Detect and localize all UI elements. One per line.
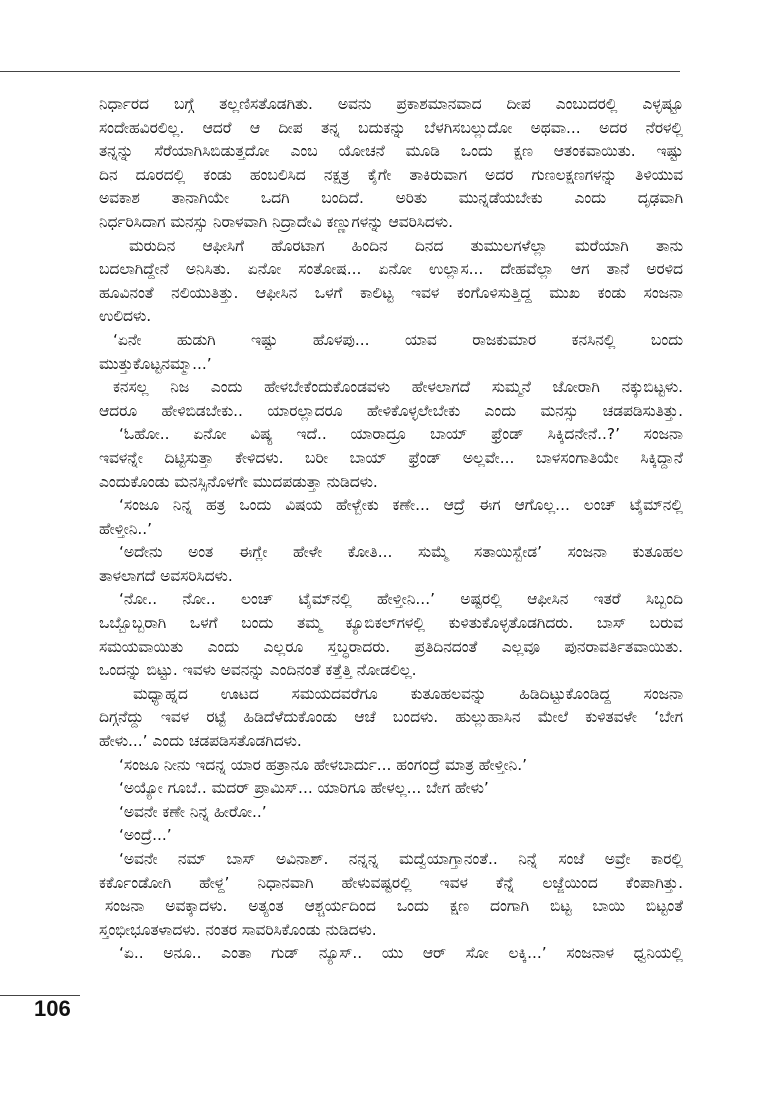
text-line: ಇವಳನ್ನೇ ದಿಟ್ಟಿಸುತ್ತಾ ಕೇಳಿದಳು. ಬರೀ ಬಾಯ್ ಫ್ರೆಂಡ್ ಅಲ್ಲವೇ... ಬಾಳಸಂಗಾತಿಯೇ ಸಿಕ್ಕಿದ್ದಾನೆ [99, 448, 683, 467]
text-line: ‘ಏನೇ ಹುಡುಗಿ ಇಷ್ಟು ಹೊಳಪು... ಯಾವ ರಾಜಕುಮಾರ ಕನಸಿನಲ್ಲಿ ಬಂದು [113, 330, 683, 349]
body-text [99, 93, 683, 966]
text-line: ‘ನೋ.. ನೋ.. ಲಂಚ್ ಟೈಮ್‌ನಲ್ಲಿ ಹೇಳ್ತೀನಿ...’ ಅಷ್ಟರಲ್ಲಿ ಆಫೀಸಿನ ಇತರೆ ಸಿಬ್ಬಂದಿ [119, 590, 683, 609]
text-line: ‘ಸಂಜೂ ನಿನ್ನ ಹತ್ರ ಒಂದು ವಿಷಯ ಹೇಳ್ಬೇಕು ಕಣೇ... ಆದ್ರೆ ಈಗ ಆಗೊಲ್ಲ... ಲಂಚ್ ಟೈಮ್‌ನಲ್ಲಿ [119, 496, 683, 515]
text-line: ತಾಳಲಾಗದೆ ಅವಸರಿಸಿದಳು. [99, 566, 233, 585]
text-line: ನಿರ್ಧರಿಸಿದಾಗ ಮನಸ್ಸು ನಿರಾಳವಾಗಿ ನಿದ್ರಾದೇವಿ ಕಣ್ಣುಗಳನ್ನು ಆವರಿಸಿದಳು. [99, 212, 453, 231]
text-line: ‘ಓಹೋ.. ಏನೋ ವಿಷ್ಯ ಇದೆ.. ಯಾರಾದ್ರೂ ಬಾಯ್ ಫ್ರೆಂಡ್ ಸಿಕ್ಕಿದನೇನೆ..?’ ಸಂಜನಾ [119, 425, 683, 444]
text-line: ಹೂವಿನಂತೆ ನಲಿಯುತಿತ್ತು. ಆಫೀಸಿನ ಒಳಗೆ ಕಾಲಿಟ್ಟ ಇವಳ ಕಂಗೊಳಿಸುತ್ತಿದ್ದ ಮುಖ ಕಂಡು ಸಂಜನಾ [99, 283, 683, 302]
text-line: ಮುತ್ತುಕೊಟ್ಟನಮ್ಮಾ...’ [99, 354, 212, 373]
text-line: ತನ್ನನ್ನು ಸೆರೆಯಾಗಿಸಿಬಿಡುತ್ತದೋ ಎಂಬ ಯೋಚನೆ ಮೂಡಿ ಒಂದು ಕ್ಷಣ ಆತಂಕವಾಯಿತು. ಇಷ್ಟು [99, 142, 683, 161]
text-line: ಬದಲಾಗಿದ್ದೇನೆ ಅನಿಸಿತು. ಏನೋ ಸಂತೋಷ... ಏನೋ ಉಲ್ಲಾಸ... ದೇಹವೆಲ್ಲಾ ಆಗ ತಾನೆ ಅರಳಿದ [99, 260, 683, 279]
text-line: ದಿನ ದೂರದಲ್ಲಿ ಕಂಡು ಹಂಬಲಿಸಿದ ನಕ್ಷತ್ರ ಕೈಗೇ ತಾಕಿರುವಾಗ ಅದರ ಗುಣಲಕ್ಷಣಗಳನ್ನು ತಿಳಿಯುವ [99, 165, 683, 184]
text-line: ‘ಅವನೇ ನಮ್ ಬಾಸ್ ಅವಿನಾಶ್. ನನ್ನನ್ನ ಮದ್ವೆಯಾಗ್ತಾನಂತೆ.. ನಿನ್ನೆ ಸಂಜೆ ಅವ್ರೇ ಕಾರಲ್ಲಿ [119, 850, 683, 868]
text-line: ಸಂದೇಹವಿರಲಿಲ್ಲ. ಆದರೆ ಆ ದೀಪ ತನ್ನ ಬದುಕನ್ನು ಬೆಳಗಿಸಬಲ್ಲುದೋ ಅಥವಾ... ಅದರ ನೆರಳಲ್ಲಿ [99, 118, 683, 137]
text-line: ಕರ್ಕೊಂಡೋಗಿ ಹೇಳ್ದ’ ನಿಧಾನವಾಗಿ ಹೇಳುವಷ್ಟರಲ್ಲಿ ಇವಳ ಕೆನ್ನೆ ಲಜ್ಜೆಯಿಂದ ಕೆಂಪಾಗಿತ್ತು. [99, 873, 683, 892]
text-line: ‘ಅಂದ್ರೆ...’ [119, 826, 172, 845]
text-line: ‘ಅವನೇ ಕಣೇ ನಿನ್ನ ಹೀರೋ..’ [119, 802, 267, 821]
text-line: ‘ಅಯ್ಯೋ ಗೂಬೆ.. ಮದರ್ ಪ್ರಾಮಿಸ್... ಯಾರಿಗೂ ಹೇಳಲ್ಲ... ಬೇಗ ಹೇಳು’ [119, 779, 489, 798]
text-line: ಆದರೂ ಹೇಳಿಬಿಡಬೇಕು.. ಯಾರಲ್ಲಾದರೂ ಹೇಳಿಕೊಳ್ಳಲೇಬೇಕು ಎಂದು ಮನಸ್ಸು ಚಡಪಡಿಸುತಿತ್ತು. [99, 401, 683, 420]
text-line: ಎಂದುಕೊಂಡು ಮನಸ್ಸಿನೊಳಗೇ ಮುದಪಡುತ್ತಾ ನುಡಿದಳು. [99, 472, 378, 491]
text-line: ಸಮಯವಾಯಿತು ಎಂದು ಎಲ್ಲರೂ ಸ್ತಬ್ಧರಾದರು. ಪ್ರತಿದಿನದಂತೆ ಎಲ್ಲವೂ ಪುನರಾವರ್ತಿತವಾಯಿತು. [99, 637, 683, 656]
text-line: ನಿರ್ಧಾರದ ಬಗ್ಗೆ ತಲ್ಲಣಿಸತೊಡಗಿತು. ಅವನು ಪ್ರಕಾಶಮಾನವಾದ ದೀಪ ಎಂಬುದರಲ್ಲಿ ಎಳ್ಳಷ್ಟೂ [99, 95, 683, 113]
text-line: ಕನಸಲ್ಲ ನಿಜ ಎಂದು ಹೇಳಬೇಕೆಂದುಕೊಂಡವಳು ಹೇಳಲಾಗದೆ ಸುಮ್ಮನೆ ಜೋರಾಗಿ ನಕ್ಕುಬಿಟ್ಟಳು. [113, 378, 683, 397]
text-line: ಒಬ್ಬೊಬ್ಬರಾಗಿ ಒಳಗೆ ಬಂದು ತಮ್ಮ ಕ್ಯೂಬಿಕಲ್‌ಗಳಲ್ಲಿ ಕುಳಿತುಕೊಳ್ಳತೊಡಗಿದರು. ಬಾಸ್ ಬರುವ [99, 614, 683, 633]
text-line: ಸಂಜನಾ ಅವಕ್ಕಾದಳು. ಅತ್ಯಂತ ಆಶ್ಚರ್ಯದಿಂದ ಒಂದು ಕ್ಷಣ ದಂಗಾಗಿ ಬಿಟ್ಟ ಬಾಯಿ ಬಿಟ್ಟಂತೆ [105, 897, 683, 916]
text-line: ದಿಗ್ಗನೆದ್ದು ಇವಳ ರಟ್ಟೆ ಹಿಡಿದೆಳೆದುಕೊಂಡು ಆಚೆ ಬಂದಳು. ಹುಲ್ಲುಹಾಸಿನ ಮೇಲೆ ಕುಳಿತವಳೇ ‘ಬೇಗ [99, 708, 683, 727]
page-number: 106 [34, 996, 71, 1021]
text-line: ಹೇಳು...’ ಎಂದು ಚಡಪಡಿಸತೊಡಗಿದಳು. [99, 732, 302, 751]
text-line: ಉಲಿದಳು. [99, 307, 152, 326]
text-line: ‘ಏ.. ಅನೂ.. ಎಂತಾ ಗುಡ್ ನ್ಯೂಸ್.. ಯು ಆರ್ ಸೋ ಲಕ್ಕಿ...’ ಸಂಜನಾಳ ಧ್ವನಿಯಲ್ಲಿ [119, 944, 683, 963]
text-line: ಮಧ್ಯಾಹ್ನದ ಊಟದ ಸಮಯದವರೆಗೂ ಕುತೂಹಲವನ್ನು ಹಿಡಿದಿಟ್ಟುಕೊಂಡಿದ್ದ ಸಂಜನಾ [133, 684, 683, 703]
text-line: ಸ್ತಂಭೀಭೂತಳಾದಳು. ನಂತರ ಸಾವರಿಸಿಕೊಂಡು ನುಡಿದಳು. [99, 920, 377, 939]
text-line: ಅವಕಾಶ ತಾನಾಗಿಯೇ ಒದಗಿ ಬಂದಿದೆ. ಅರಿತು ಮುನ್ನಡೆಯಬೇಕು ಎಂದು ದೃಢವಾಗಿ [99, 189, 683, 208]
text-line: ಮರುದಿನ ಆಫೀಸಿಗೆ ಹೊರಟಾಗ ಹಿಂದಿನ ದಿನದ ತುಮುಲಗಳೆಲ್ಲಾ ಮರೆಯಾಗಿ ತಾನು [129, 236, 683, 255]
top-rule [0, 71, 680, 72]
text-line: ‘ಸಂಜೂ ನೀನು ಇದನ್ನ ಯಾರ ಹತ್ರಾನೂ ಹೇಳಬಾರ್ದು... ಹಂಗಂದ್ರೆ ಮಾತ್ರ ಹೇಳ್ತೀನಿ.’ [119, 755, 527, 774]
text-line: ಒಂದನ್ನು ಬಿಟ್ಟು. ಇವಳು ಅವನನ್ನು ಎಂದಿನಂತೆ ಕತ್ತೆತ್ತಿ ನೋಡಲಿಲ್ಲ. [99, 661, 417, 680]
text-line: ‘ಅದೇನು ಅಂತ ಈಗ್ಲೇ ಹೇಳೇ ಕೋತಿ... ಸುಮ್ಮೆ ಸತಾಯಿಸ್ಬೇಡ’ ಸಂಜನಾ ಕುತೂಹಲ [119, 543, 683, 562]
text-line: ಹೇಳ್ತೀನಿ..’ [99, 519, 153, 538]
